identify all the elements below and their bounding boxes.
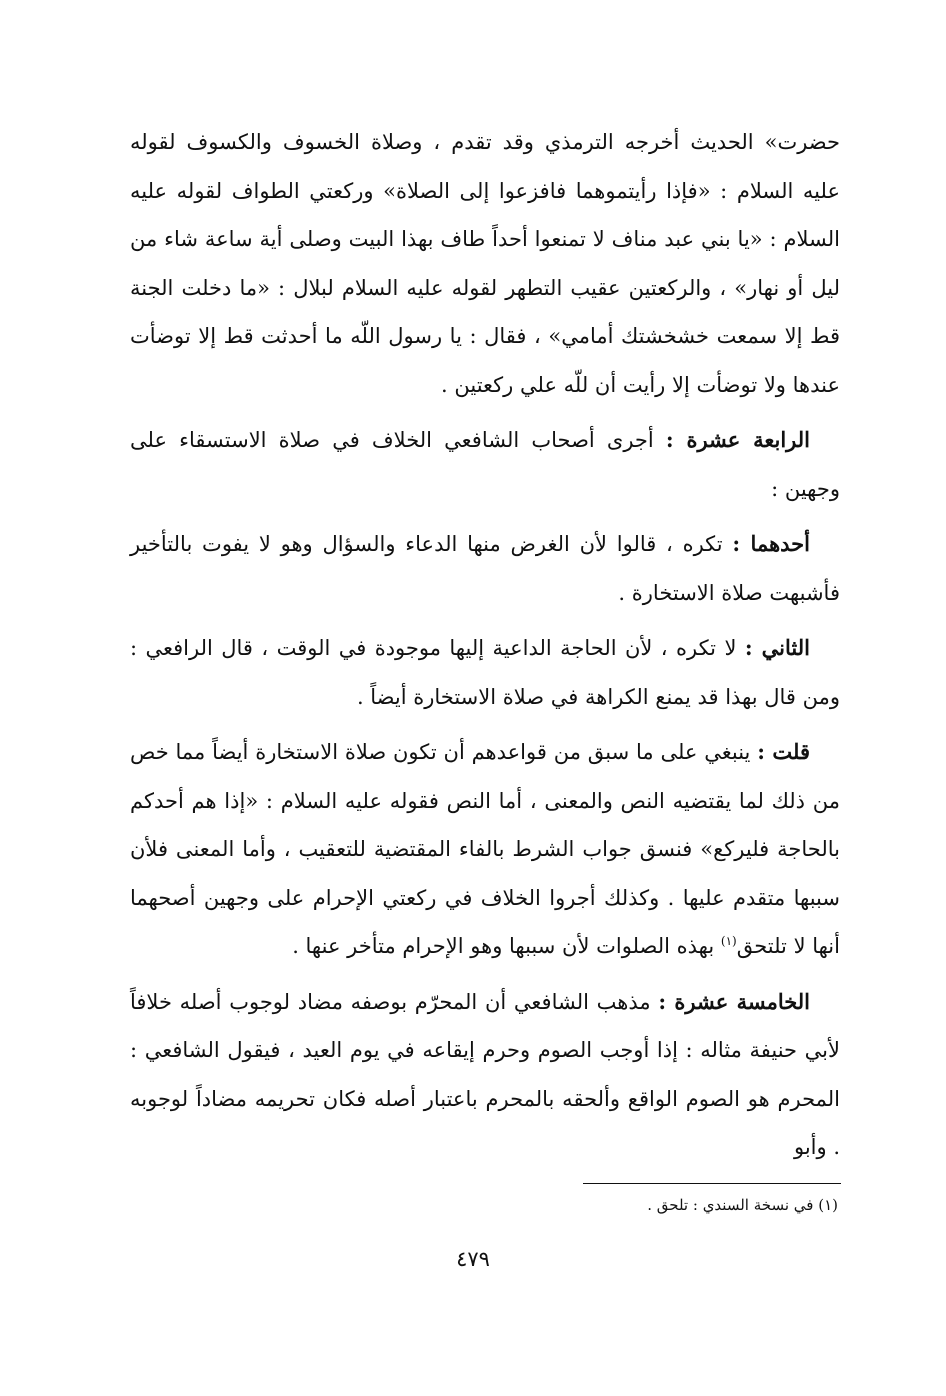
paragraph-1-text: حضرت» الحديث أخرجه الترمذي وقد تقدم ، وصلاة الخسوف والكسوف لقوله عليه السلام : «فإذا رأيتموهما فافزعوا إلى الصلاة» وركعتي الطواف لقوله عليه السلام : «يا بني عبد مناف لا تمنعوا أحداً طاف بهذا البيت وصلى أية ساعة شاء من ليل أو نهار» ، والركعتين عقيب التطهر لقوله عليه السلام لبلال : «ما دخلت الجنة قط إلا سمعت خشخشتك أمامي» ، فقال : يا رسول اللّه ما أحدثت قط إلا توضأت عندها ولا توضأت إلا رأيت أن للّه علي ركعتين . (130, 130, 840, 397)
paragraph-2-text: أجرى أصحاب الشافعي الخلاف في صلاة الاستسقاء على وجهين : (130, 428, 840, 501)
paragraph-6-text: مذهب الشافعي أن المحرّم بوصفه مضاد لوجوب أصله خلافاً لأبي حنيفة مثاله : إذا أوجب الصوم وحرم إيقاعه في يوم العيد ، فيقول الشافعي : المحرم هو الصوم الواقع وألحقه بالمحرم باعتبار أصله فكان تحريمه مضاداً لوجوبه . وأبو (130, 989, 840, 1159)
paragraph-4 (130, 624, 840, 721)
page-number: ٤٧٩ (456, 1247, 490, 1271)
paragraph-3-lead: أحدهما : (732, 531, 810, 556)
paragraph-2 (130, 416, 840, 513)
paragraph-5-lead: قلت : (757, 739, 810, 764)
paragraph-5 (130, 728, 840, 971)
main-text (130, 118, 840, 1172)
paragraph-4-text: لا تكره ، لأن الحاجة الداعية إليها موجودة في الوقت ، قال الرافعي : ومن قال بهذا قد يمنع الكراهة في صلاة الاستخارة أيضاً . (130, 636, 840, 709)
paragraph-6 (130, 978, 840, 1172)
paragraph-4-lead: الثاني : (744, 635, 810, 660)
paragraph-6-lead: الخامسة عشرة : (658, 988, 811, 1014)
paragraph-3 (130, 520, 840, 617)
footnote-divider (583, 1183, 841, 1184)
paragraph-2-lead: الرابعة عشرة : (665, 427, 810, 452)
paragraph-5-text: ينبغي على ما سبق من قواعدهم أن تكون صلاة الاستخارة أيضاً مما خص من ذلك لما يقتضيه النص والمعنى ، أما النص فقوله عليه السلام : «إذا هم أحدكم بالحاجة فليركع» فنسق جواب الشرط بالفاء المقتضية للتعقيب ، وأما المعنى فلأن سببها متقدم عليها . وكذلك أجروا الخلاف في ركعتي الإحرام على وجهين أصحهما أنها لا تلتحق (130, 740, 840, 958)
footnote-reference[interactable]: (١) (720, 934, 737, 948)
paragraph-1 (130, 118, 840, 409)
paragraph-3-text: تكره ، قالوا لأن الغرض منها الدعاء والسؤال وهو لا يفوت بالتأخير فأشبهت صلاة الاستخارة . (130, 532, 840, 605)
paragraph-5-text-after: بهذه الصلوات لأن سببها وهو الإحرام متأخر عنها . (292, 934, 721, 958)
footnote: (١) في نسخة السندي : تلحق . (647, 1196, 838, 1214)
